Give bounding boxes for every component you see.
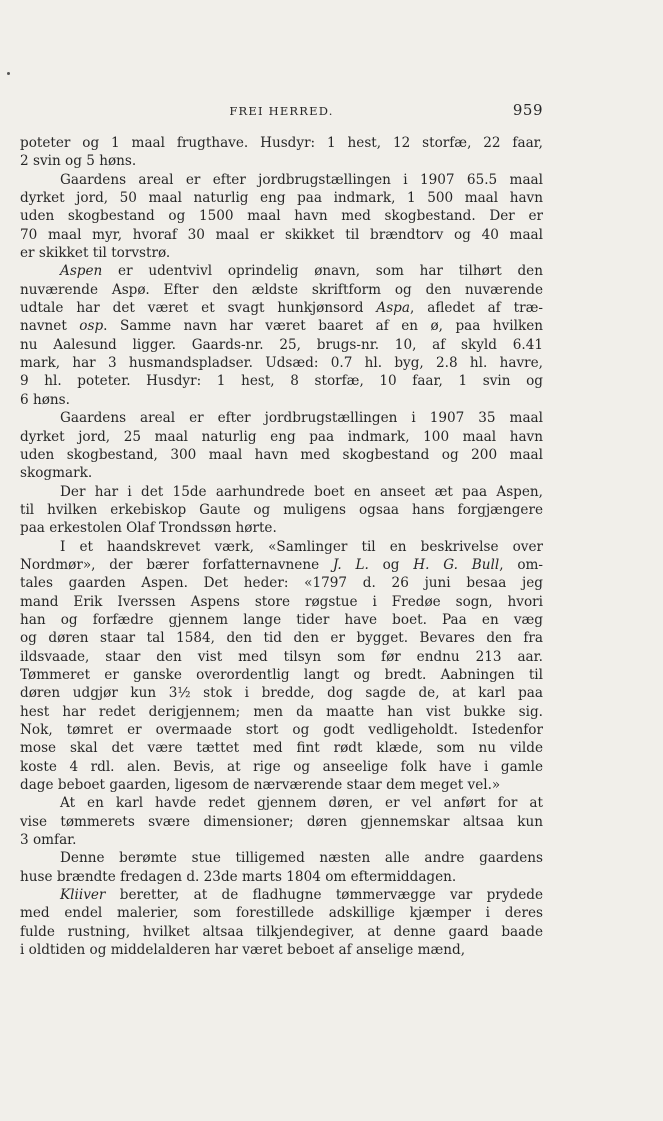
paragraph xyxy=(20,886,543,959)
text-line: Gaardens areal er efter jordbrugstællingen i 1907 65.5 maal xyxy=(60,171,543,188)
text-line: Denne berømte stue tilligemed næsten alle andre gaardens xyxy=(60,850,543,867)
paragraph xyxy=(20,538,543,795)
text-line: 9 hl. poteter. Husdyr: 1 hest, 8 storfæ, 10 faar, 1 svin og xyxy=(20,373,543,390)
text-line: Aspen er udentvivl oprindelig ønavn, som har tilhørt den xyxy=(60,263,543,280)
text-line: med endel malerier, som forestillede adskillige kjæmper i deres xyxy=(20,905,543,922)
speck-mark xyxy=(7,72,10,75)
text-line: 70 maal myr, hvoraf 30 maal er skikket til brændtorv og 40 maal xyxy=(20,226,543,243)
text-line: mose skal det være tættet med fint rødt klæde, som nu vilde xyxy=(20,740,543,757)
paragraph xyxy=(20,262,543,409)
text-line: poteter og 1 maal frugthave. Husdyr: 1 hest, 12 storfæ, 22 faar, xyxy=(20,135,543,151)
paragraph xyxy=(20,794,543,849)
text-line: uden skogbestand, 300 maal havn med skogbestand og 200 maal xyxy=(20,446,543,463)
running-header xyxy=(20,101,543,121)
text-line: huse brændte fredagen d. 23de marts 1804 om eftermiddagen. xyxy=(20,868,457,885)
text-line: til hvilken erkebiskop Gaute og muligens ogsaa hans forgjængere xyxy=(20,501,543,518)
text-line: koste 4 rdl. alen. Bevis, at rige og anseelige folk have i gamle xyxy=(20,758,543,775)
text-line: 2 svin og 5 høns. xyxy=(20,153,137,170)
text-line: Der har i det 15de aarhundrede boet en anseet æt paa Aspen, xyxy=(60,483,543,500)
text-line: mand Erik Iverssen Aspens store røgstue i Fredøe sogn, hvori xyxy=(20,593,543,610)
text-line: dyrket jord, 25 maal naturlig eng paa indmark, 100 maal havn xyxy=(20,428,543,445)
text-line: hest har redet derigjennem; men da maatte han vist bukke sig. xyxy=(20,703,543,720)
text-line: er skikket til torvstrø. xyxy=(20,245,171,262)
text-line: 6 høns. xyxy=(20,391,70,408)
text-line: Nordmør», der bærer forfatternavnene J. L. og H. G. Bull, om- xyxy=(20,556,544,573)
text-line: nu Aalesund ligger. Gaards-nr. 25, brugs-nr. 10, af skyld 6.41 xyxy=(20,336,543,353)
text-line: uden skogbestand og 1500 maal havn med skogbestand. Der er xyxy=(20,208,543,225)
paragraph xyxy=(20,171,543,263)
text-line: 3 omfar. xyxy=(20,832,77,849)
text-line: fulde rustning, hvilket altsaa tilkjendegiver, at denne gaard baade xyxy=(20,923,543,940)
text-line: udtale har det været et svagt hunkjønsord Aspa, afledet af træ- xyxy=(20,300,543,317)
text-line: At en karl havde redet gjennem døren, er vel anført for at xyxy=(60,795,543,812)
text-line: Nok, tømret er overmaade stort og godt vedligeholdt. Istedenfor xyxy=(20,722,543,738)
text-line: Kliiver beretter, at de fladhugne tømmervægge var prydede xyxy=(60,887,543,904)
text-line: navnet osp. Samme navn har været baaret af en ø, paa hvilken xyxy=(20,318,543,335)
text-line: nuværende Aspø. Efter den ældste skriftform og den nuværende xyxy=(20,281,543,298)
text-line: ildsvaade, staar den vist med tilsyn som før endnu 213 aar. xyxy=(20,648,543,665)
paragraph xyxy=(20,483,543,538)
text-line: Tømmeret er ganske overordentlig langt og bredt. Aabningen til xyxy=(20,666,543,683)
paragraph xyxy=(20,849,543,886)
text-line: og døren staar tal 1584, den tid den er bygget. Bevares den fra xyxy=(20,630,543,647)
text-line: I et haandskrevet værk, «Samlinger til en beskrivelse over xyxy=(60,538,543,555)
text-line: skogmark. xyxy=(20,465,93,482)
paragraph xyxy=(20,409,543,482)
text-line: tales gaarden Aspen. Det heder: «1797 d. 26 juni besaa jeg xyxy=(20,575,543,592)
paragraph xyxy=(20,134,543,171)
page-number: 959 xyxy=(512,101,543,119)
text-line: vise tømmerets svære dimensioner; døren gjennemskar altsaa kun xyxy=(20,813,543,830)
text-line: paa erkestolen Olaf Trondssøn hørte. xyxy=(20,520,277,537)
text-line: dage beboet gaarden, ligesom de nærværende staar dem meget vel.» xyxy=(20,777,501,794)
text-line: i oldtiden og middelalderen har været beboet af anselige mænd, xyxy=(20,942,466,959)
text-line: døren udgjør kun 3½ stok i bredde, dog sagde de, at karl paa xyxy=(20,685,543,702)
body-text xyxy=(20,134,543,994)
text-line: han og forfædre gjennem lange tider have boet. Paa en væg xyxy=(20,611,543,628)
text-line: Gaardens areal er efter jordbrugstællingen i 1907 35 maal xyxy=(60,410,543,427)
text-line: mark, har 3 husmandspladser. Udsæd: 0.7 hl. byg, 2.8 hl. havre, xyxy=(20,355,543,372)
text-line: dyrket jord, 50 maal naturlig eng paa indmark, 1 500 maal havn xyxy=(20,190,543,207)
running-title: FREI HERRED. xyxy=(229,104,334,118)
